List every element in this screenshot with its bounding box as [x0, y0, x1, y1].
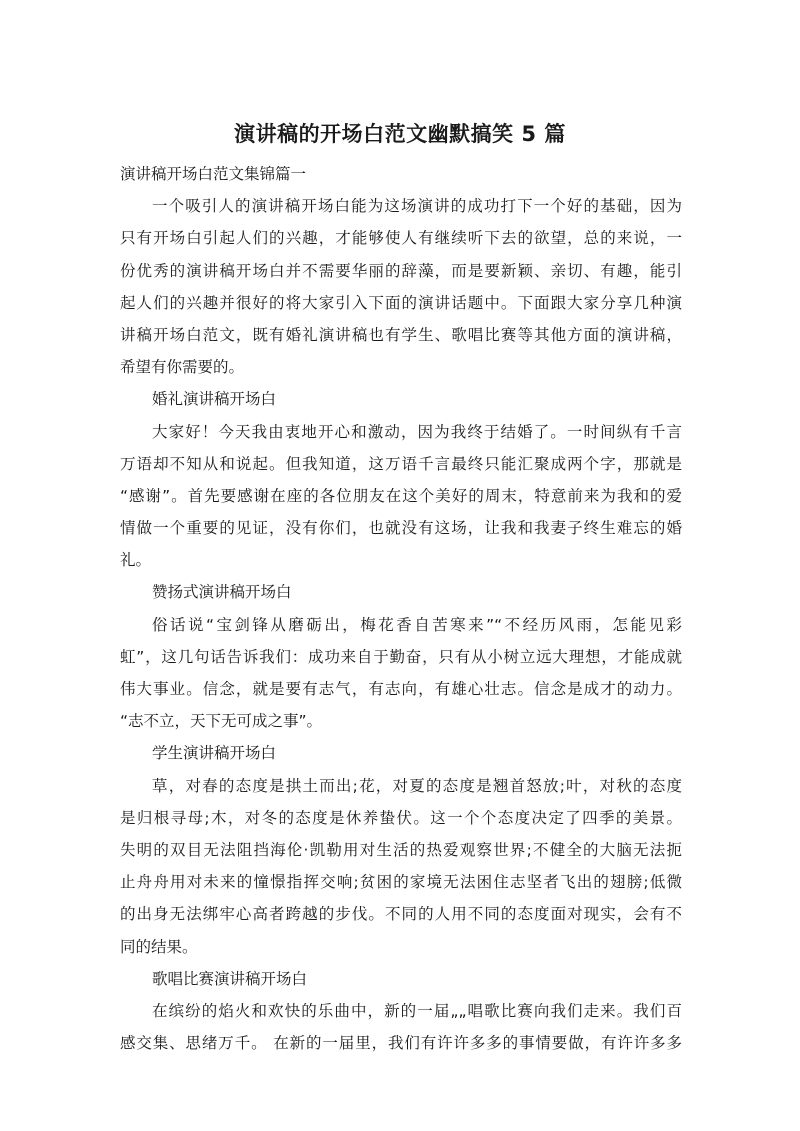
text-line: 的出身无法绑牢心高者跨越的步伐。不同的人用不同的态度面对现实，会有不 — [120, 905, 682, 924]
text-line: 感交集、思绪万千。 在新的一届里，我们有许许多多的事情要做，有许许多多 — [120, 1034, 682, 1053]
text-line: 起人们的兴趣并很好的将大家引入下面的演讲话题中。下面跟大家分享几种演 — [120, 293, 682, 312]
text-line: 大家好！今天我由衷地开心和激动，因为我终于结婚了。一时间纵有千言 — [152, 422, 682, 441]
paragraph-intro — [120, 190, 682, 383]
text-line: 歌唱比赛演讲稿开场白 — [152, 969, 308, 988]
section-heading-student — [120, 737, 682, 769]
text-line: 希望有你需要的。 — [120, 358, 245, 377]
text-line: 一个吸引人的演讲稿开场白能为这场演讲的成功打下一个好的基础，因为 — [152, 197, 682, 216]
section-heading-singing — [120, 963, 682, 995]
text-line: 只有开场白引起人们的兴趣，才能够使人有继续听下去的欲望，总的来说，一 — [120, 229, 682, 248]
text-line: 情做一个重要的见证，没有你们，也就没有这场，让我和我妻子终生难忘的婚 — [120, 519, 682, 538]
text-line: 婚礼演讲稿开场白 — [152, 390, 277, 409]
paragraph-wedding — [120, 416, 682, 577]
text-line: 是归根寻母;木，对冬的态度是休养蛰伏。这一个个态度决定了四季的美景。 — [120, 808, 682, 827]
document-body — [120, 158, 682, 1059]
section-heading-praise — [120, 576, 682, 608]
text-line: 同的结果。 — [120, 937, 198, 956]
text-line: 份优秀的演讲稿开场白并不需要华丽的辞藻，而是要新颖、亲切、有趣，能引 — [120, 261, 682, 280]
text-line: “感谢”。首先要感谢在座的各位朋友在这个美好的周末，特意前来为我和的爱 — [120, 486, 682, 505]
paragraph-student — [120, 770, 682, 963]
text-line: 学生演讲稿开场白 — [152, 744, 277, 763]
paragraph-singing — [120, 995, 682, 1059]
text-line: 伟大事业。信念，就是要有志气，有志向，有雄心壮志。信念是成才的动力。 — [120, 680, 682, 698]
text-line: 止舟舟用对未来的憧憬指挥交响;贫困的家境无法困住志坚者飞出的翅膀;低微 — [120, 873, 682, 892]
text-line: 赞扬式演讲稿开场白 — [152, 583, 292, 602]
text-line: 万语却不知从和说起。但我知道，这万语千言最终只能汇聚成两个字，那就是 — [120, 454, 682, 473]
section-heading-collection — [120, 158, 682, 190]
text-line: 讲稿开场白范文，既有婚礼演讲稿也有学生、歌唱比赛等其他方面的演讲稿， — [120, 325, 682, 344]
text-line: 俗话说“宝剑锋从磨砺出，梅花香自苦寒来”“不经历风雨，怎能见彩 — [152, 615, 682, 634]
text-line: 虹”，这几句话告诉我们：成功来自于勤奋，只有从小树立远大理想，才能成就 — [120, 647, 682, 666]
text-line: 草，对春的态度是拱土而出;花，对夏的态度是翘首怒放;叶，对秋的态度 — [152, 776, 682, 795]
text-line: 礼。 — [120, 551, 152, 570]
section-heading-wedding — [120, 383, 682, 415]
paragraph-praise — [120, 609, 682, 738]
text-line: 在缤纷的焰火和欢快的乐曲中，新的一届„„唱歌比赛向我们走来。我们百 — [152, 1001, 682, 1020]
text-line: 失明的双目无法阻挡海伦·凯勒用对生活的热爱观察世界;不健全的大脑无法扼 — [120, 840, 682, 859]
text-line: “志不立，天下无可成之事”。 — [120, 712, 323, 731]
document-title: 演讲稿的开场白范文幽默搞笑 5 篇 — [234, 122, 566, 146]
text-line: 演讲稿开场白范文集锦篇一 — [120, 165, 307, 183]
